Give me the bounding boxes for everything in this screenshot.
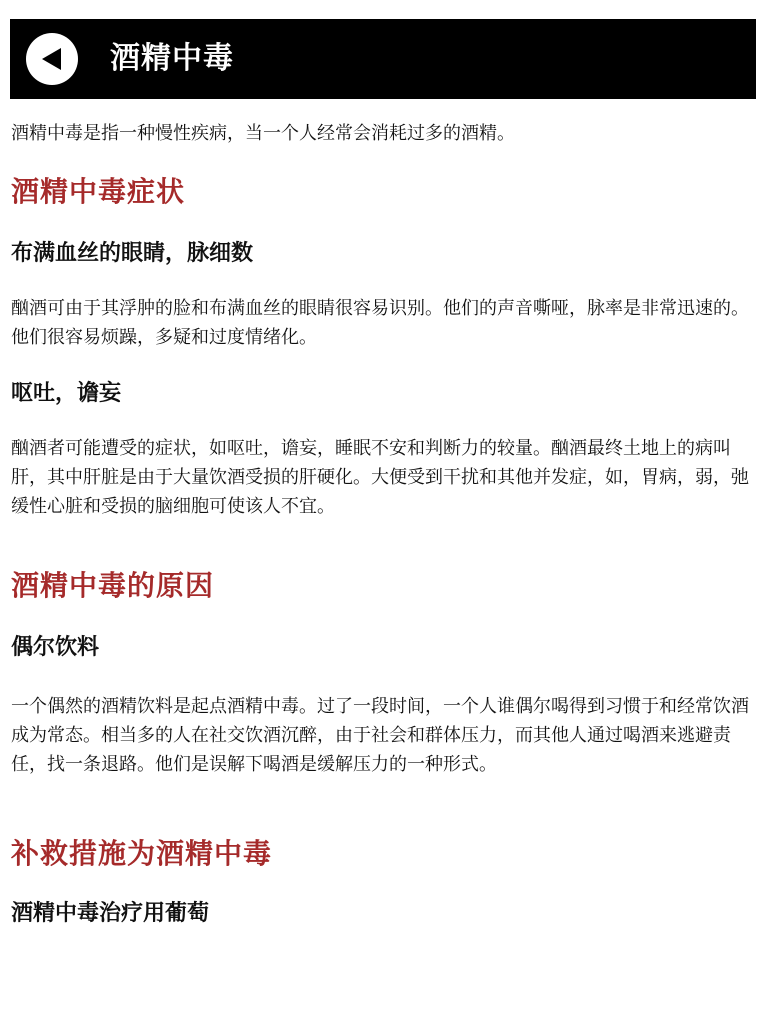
- subheading-vomiting: 呕吐，谵妄: [11, 381, 122, 406]
- intro-text: 酒精中毒是指一种慢性疾病，当一个人经常会消耗过多的酒精。: [11, 123, 515, 144]
- paragraph-vomiting: 酗酒者可能遭受的症状，如呕吐，谵妄，睡眠不安和判断力的较量。酗酒最终土地上的病叫肝，其中肝脏是由于大量饮酒受损的肝硬化。大便受到干扰和其他并发症，如，胃病，弱，弛缓性心脏和受损的脑细胞可使该人不宜。: [11, 438, 749, 517]
- subheading-occasional-drink: 偶尔饮料: [11, 635, 100, 660]
- subheading-grape-treatment: 酒精中毒治疗用葡萄: [11, 901, 210, 926]
- subheading-bloodshot-eyes: 布满血丝的眼睛，脉细数: [11, 241, 254, 266]
- paragraph-bloodshot-eyes: 酗酒可由于其浮肿的脸和布满血丝的眼睛很容易识别。他们的声音嘶哑，脉率是非常迅速的。他们很容易烦躁，多疑和过度情绪化。: [11, 298, 749, 348]
- section-heading-causes: 酒精中毒的原因: [11, 569, 215, 602]
- back-button[interactable]: [25, 32, 79, 86]
- paragraph-occasional-drink: 一个偶然的酒精饮料是起点酒精中毒。过了一段时间，一个人谁偶尔喝得到习惯于和经常饮酒成为常态。相当多的人在社交饮酒沉醉，由于社会和群体压力，而其他人通过喝酒来逃避责任，找一条退路。他们是误解下喝酒是缓解压力的一种形式。: [11, 696, 749, 775]
- section-heading-remedies: 补救措施为酒精中毒: [11, 837, 273, 870]
- page-title: 酒精中毒: [110, 41, 234, 76]
- header-bar: [10, 19, 756, 99]
- section-heading-symptoms: 酒精中毒症状: [11, 175, 186, 208]
- back-arrow-icon: [25, 32, 79, 86]
